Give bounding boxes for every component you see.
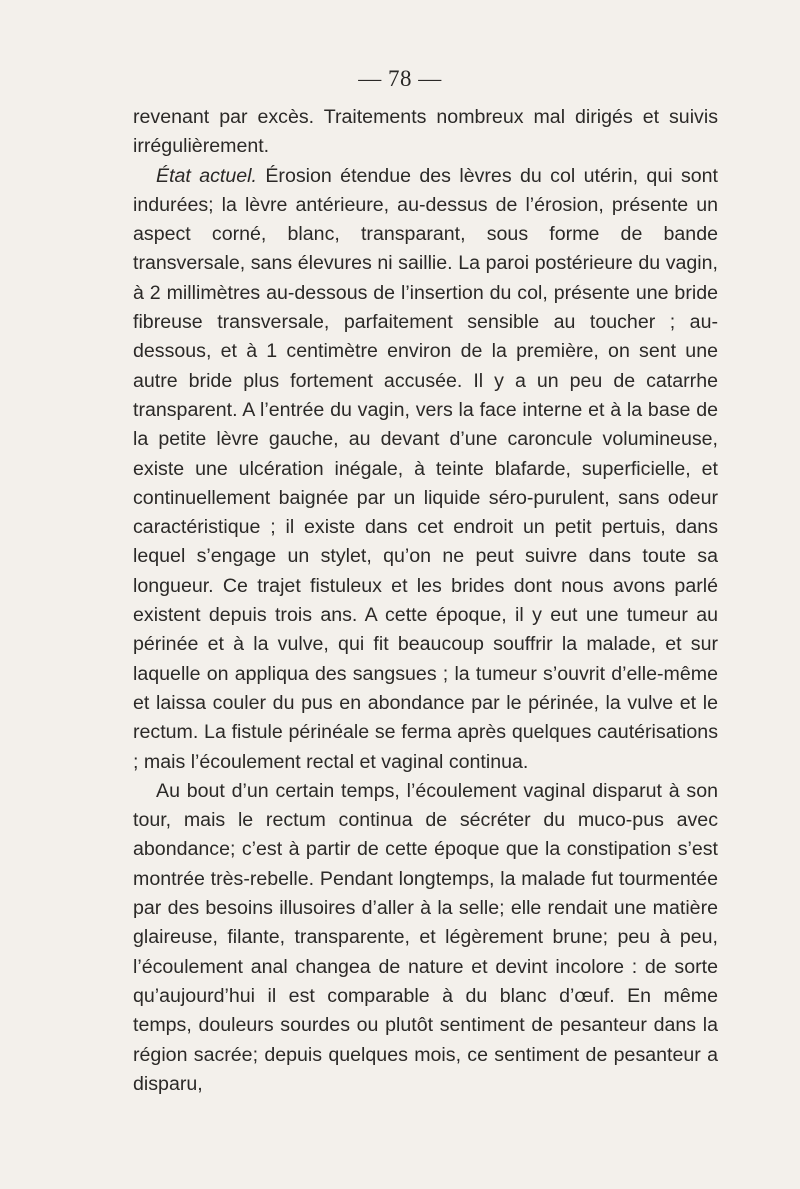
paragraph-2 bbox=[133, 162, 718, 777]
page-number: — 78 — bbox=[358, 66, 442, 91]
paragraph-1-text: revenant par excès. Traitements nombreux mal dirigés et suivis irrégulièrement. bbox=[133, 106, 718, 158]
body-text bbox=[133, 103, 718, 1099]
paragraph-2-text: Érosion étendue des lèvres du col utérin, qui sont indurées; la lèvre antérieure, au-dessus de l’érosion, présente un aspect corné, blanc, transparant, sous forme de bande transversale, sans élevures ni saillie. La paroi postérieure du vagin, à 2 millimètres au-dessous de l’insertion du col, présente une bride fibreuse transversale, parfaitement sensible au toucher ; au-dessous, et à 1 centimètre environ de la première, on sent une autre bride plus fortement accusée. Il y a un peu de catarrhe transparent. A l’entrée du vagin, vers la face interne et à la base de la petite lèvre gauche, au devant d’une caroncule volumineuse, existe une ulcération inégale, à teinte blafarde, superficielle, et continuellement baignée par un liquide séro-purulent, sans odeur caractéristique ; il existe dans cet endroit un petit pertuis, dans lequel s’engage un stylet, qu’on ne peut suivre dans toute sa longueur. Ce trajet fistuleux et les brides dont nous avons parlé existent depuis trois ans. A cette époque, il y eut une tumeur au périnée et à la vulve, qui fit beaucoup souffrir la malade, et sur laquelle on appliqua des sangsues ; la tumeur s’ouvrit d’elle-même et laissa couler du pus en abondance par le périnée, la vulve et le rectum. La fistule périnéale se ferma après quelques cautérisations ; mais l’écoulement rectal et vaginal continua. bbox=[133, 164, 718, 773]
section-lead-etat-actuel: État actuel. bbox=[156, 164, 257, 187]
paragraph-3-text: Au bout d’un certain temps, l’écoulement vaginal disparut à son tour, mais le rectum continua de sécréter du muco-pus avec abondance; c’est à partir de cette époque que la constipation s’est montrée très-rebelle. Pendant longtemps, la malade fut tourmentée par des besoins illusoires d’aller à la selle; elle rendait une matière glaireuse, filante, transparente, et légèrement brune; peu à peu, l’écoulement anal changea de nature et devint incolore : de sorte qu’aujourd’hui il est comparable à du blanc d’œuf. En même temps, douleurs sourdes ou plutôt sentiment de pesanteur dans la région sacrée; depuis quelques mois, ce sentiment de pesanteur a disparu, bbox=[133, 779, 718, 1095]
paragraph-3 bbox=[133, 777, 718, 1099]
paragraph-1 bbox=[133, 103, 718, 162]
